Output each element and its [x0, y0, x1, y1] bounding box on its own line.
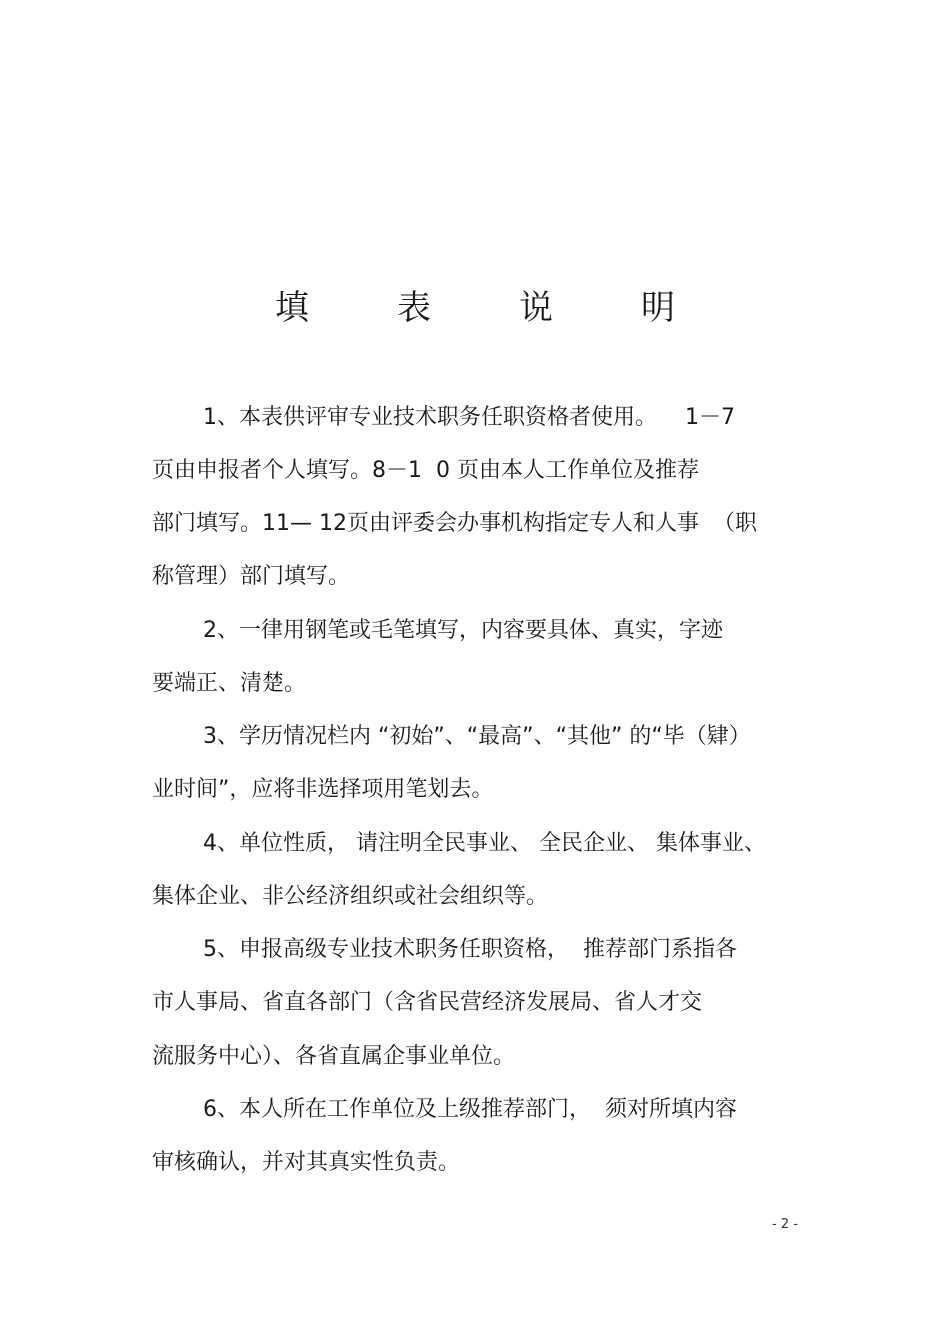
paragraph-4-line-1: 4、单位性质， 请注明全民事业、 全民企业、 集体事业、 — [203, 831, 766, 856]
paragraph-1-line-3: 部门填写。11— 12页由评委会办事机构指定专人和人事 （职 — [152, 511, 757, 536]
title-char: 填 — [275, 288, 309, 328]
paragraph-5-line-2: 市人事局、省直各部门（含省民营经济发展局、省人才交 — [152, 990, 703, 1015]
paragraph-2-line-1: 2、一律用钢笔或毛笔填写，内容要具体、真实，字迹 — [203, 618, 723, 643]
paragraph-1-line-2: 页由申报者个人填写。8－1 0 页由本人工作单位及推荐 — [152, 458, 699, 483]
page-number: - 2 - — [772, 1217, 798, 1232]
paragraph-5-line-1: 5、申报高级专业技术职务任职资格， 推荐部门系指各 — [203, 937, 737, 962]
paragraph-4-line-2: 集体企业、非公经济组织或社会组织等。 — [152, 884, 549, 909]
title-char: 明 — [641, 288, 675, 328]
paragraph-3-line-1: 3、学历情况栏内 “初始”、“最高”、“其他” 的“毕（肄） — [203, 724, 751, 749]
page-title — [0, 280, 950, 329]
title-char: 表 — [397, 288, 431, 328]
title-char: 说 — [519, 288, 553, 328]
paragraph-6-line-2: 审核确认，并对其真实性负责。 — [152, 1150, 461, 1175]
paragraph-2-line-2: 要端正、清楚。 — [152, 671, 307, 696]
paragraph-3-line-2: 业时间”，应将非选择项用笔划去。 — [152, 777, 494, 802]
paragraph-1-line-1: 1、本表供评审专业技术职务任职资格者使用。 1－7 — [203, 405, 735, 430]
paragraph-5-line-3: 流服务中心）、各省直属企事业单位。 — [152, 1044, 516, 1069]
paragraph-6-line-1: 6、本人所在工作单位及上级推荐部门， 须对所填内容 — [203, 1097, 737, 1122]
paragraph-1-line-4: 称管理）部门填写。 — [152, 564, 351, 589]
